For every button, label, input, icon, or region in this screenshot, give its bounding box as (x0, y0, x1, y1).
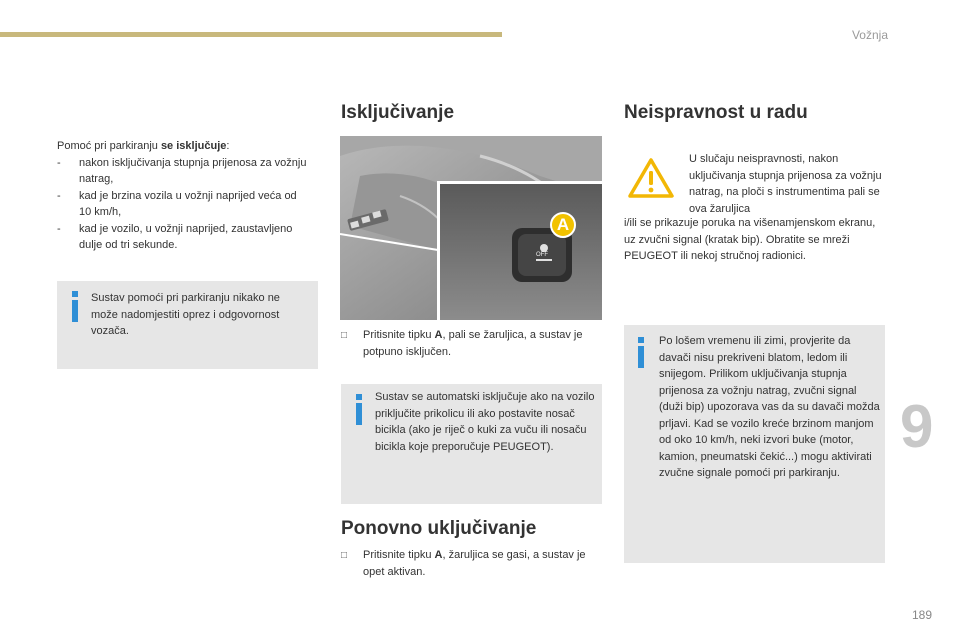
info-text: Sustav se automatski isključuje ako na vozilo priključite prikolicu ili ako postavite nosač bicikla (ako je riječ o kuki za vuču ili nosaču bicikla koje preporučuje PEUGEOT). (375, 391, 595, 453)
info-box-left (57, 281, 318, 369)
button-off-text: OFF (536, 252, 548, 258)
list-item: - kad je vozilo, u vožnji naprijed, zaustavljeno dulje od tri sekunde. (57, 222, 293, 251)
step-switch-off: □ Pritisnite tipku A, pali se žaruljica, a sustav je potpuno isključen. (341, 327, 603, 360)
info-text: Sustav pomoći pri parkiranju nikako ne može nadomjestiti oprez i odgovornost vozača. (91, 292, 280, 337)
step-switch-on: □ Pritisnite tipku A, žaruljica se gasi, a sustav je opet aktivan. (341, 547, 603, 580)
page-number: 189 (912, 608, 933, 622)
list-item: - nakon isključivanja stupnja prijenosa za vožnju natrag, (57, 156, 307, 185)
info-box-right (624, 325, 885, 563)
heading-switching-on: Ponovno uključivanje (341, 518, 537, 539)
info-box-middle (341, 384, 602, 504)
left-intro (57, 138, 307, 254)
chapter-number: 9 (900, 393, 934, 460)
button-a-badge: A (550, 212, 576, 238)
malfunction-text: U slučaju neispravnosti, nakon uključivanja stupnja prijenosa za vožnju natrag, na ploči s instrumentima pali se ova žaruljica (689, 153, 882, 215)
warning-triangle-icon (628, 158, 674, 198)
intro-line: Pomoć pri parkiranju se isključuje: (57, 140, 230, 152)
malfunction-continued: i/ili se prikazuje poruka na višenamjenskom ekranu, uz zvučni signal (kratak bip). Obratite se mreži PEUGEOT ili nekoj stručnoj radionici. (624, 217, 876, 262)
dashboard-photo (340, 136, 602, 320)
checkbox-marker-icon: □ (341, 330, 348, 341)
info-text: Po lošem vremenu ili zimi, provjerite da davači nisu prekriveni blatom, ledom ili snijegom. Prilikom uključivanja stupnja prijenosa za vožnju natrag, zvučni signal (duži bip) upozorava vas da su davači možda prljavi. Kad se vozilo kreće brzinom manjom od oko 10 km/h, neki izvori buke (motor, kamion, pneumatski čekić...) mogu aktivirati zvučne signale pomoći pri parkiranju. (659, 335, 880, 479)
header-accent-bar (0, 32, 502, 37)
checkbox-marker-icon: □ (341, 550, 348, 561)
heading-switching-off: Isključivanje (341, 102, 455, 123)
intro-bold: se isključuje (160, 140, 227, 152)
list-item: - kad je brzina vozila u vožnji naprijed veća od 10 km/h, (57, 189, 297, 218)
heading-malfunction: Neispravnost u radu (624, 102, 808, 123)
section-title: Vožnja (851, 28, 888, 42)
